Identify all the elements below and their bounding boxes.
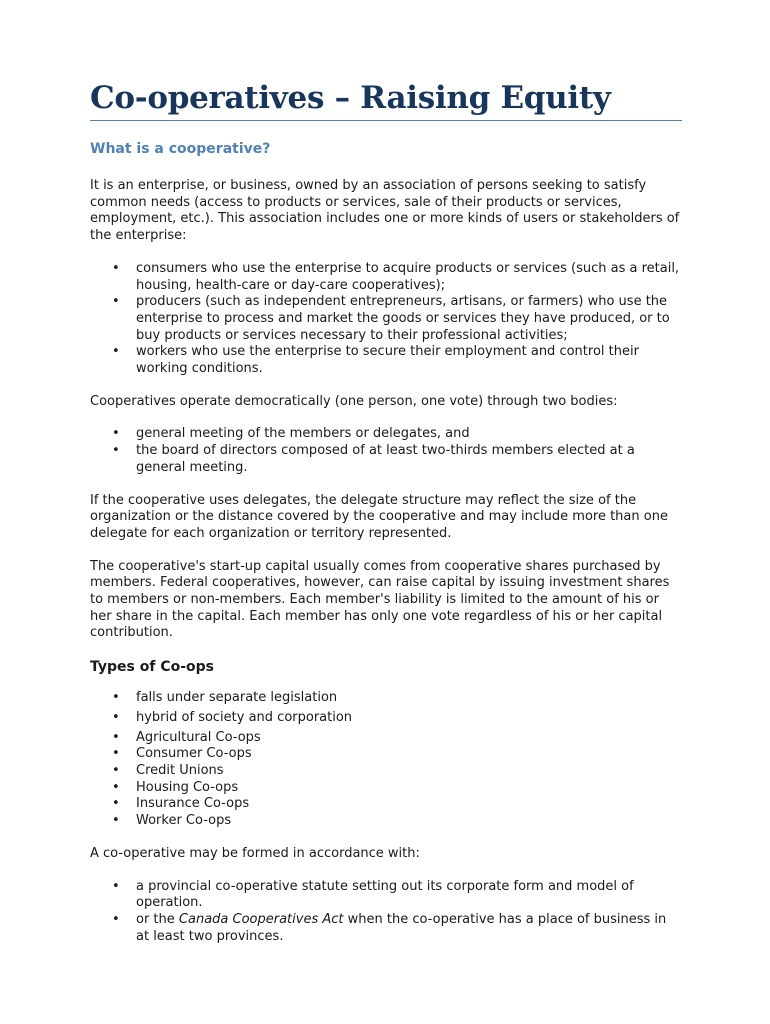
list-item-text-after: when the co-operative has a place of business in at least two provinces.: [136, 911, 667, 944]
list-item-text: Housing Co-ops: [136, 779, 239, 795]
act-name: Canada Cooperatives Act: [178, 911, 344, 927]
bullet-icon: •: [112, 729, 120, 745]
coop-types-list: [90, 730, 682, 830]
bullet-icon: •: [112, 690, 120, 706]
list-item-text: Worker Co-ops: [136, 813, 232, 829]
bullet-icon: •: [112, 746, 120, 762]
list-item-text: falls under separate legislation: [136, 690, 338, 706]
bullet-icon: •: [112, 260, 120, 276]
list-item: [90, 796, 682, 813]
list-item-text: the board of directors composed of at least two-thirds members elected at a general meeting.: [136, 443, 635, 475]
bullet-icon: •: [112, 443, 120, 459]
bullet-icon: •: [112, 813, 120, 829]
list-item-text: a provincial co-operative statute setting out its corporate form and model of operation.: [136, 878, 634, 911]
list-item-text: producers (such as independent entrepreneurs, artisans, or farmers) who use the enterprise to process and market the goods or services they have produced, or to buy products or services necessary to their professional activities;: [136, 294, 670, 343]
heading-types-of-coops: Types of Co-ops: [90, 659, 214, 676]
delegates-paragraph: If the cooperative uses delegates, the delegate structure may reflect the size of the organization or the distance covered by the cooperative and may include more than one delegate for each organization or territory represented.: [90, 492, 668, 541]
list-item: [90, 344, 682, 377]
list-item: [90, 780, 682, 797]
list-item: [90, 690, 682, 707]
list-item: [90, 426, 682, 443]
democracy-paragraph: Cooperatives operate democratically (one person, one vote) through two bodies:: [90, 393, 618, 409]
bullet-icon: •: [112, 762, 120, 778]
list-item-text: workers who use the enterprise to secure their employment and control their working conditions.: [136, 344, 639, 377]
formation-paragraph: A co-operative may be formed in accordance with:: [90, 845, 420, 861]
stakeholders-list: [90, 261, 682, 378]
bullet-icon: •: [112, 426, 120, 442]
list-item-text: Credit Unions: [136, 762, 224, 778]
list-item: [90, 813, 682, 830]
bullet-icon: •: [112, 878, 120, 894]
list-item-text: Consumer Co-ops: [136, 746, 252, 762]
title-underline: [90, 120, 682, 121]
bullet-icon: •: [112, 344, 120, 360]
list-item-text: hybrid of society and corporation: [136, 709, 353, 725]
list-item-text: consumers who use the enterprise to acquire products or services (such as a retail, housing, health-care or day-care cooperatives);: [136, 260, 680, 293]
list-item: [90, 730, 682, 747]
bullet-icon: •: [112, 709, 120, 725]
capital-paragraph: The cooperative's start-up capital usually comes from cooperative shares purchased by members. Federal cooperatives, however, can raise capital by issuing investment shares to members or non-members. Each member's liability is limited to the amount of his or her share in the capital. Each member has only one vote regardless of his or her capital contribution.: [90, 558, 670, 641]
bullet-icon: •: [112, 779, 120, 795]
list-item-text-before: or the: [136, 911, 179, 927]
document-title: Co-operatives – Raising Equity: [90, 80, 611, 116]
list-item-text: Agricultural Co-ops: [136, 729, 261, 745]
list-item: [90, 294, 682, 344]
list-item-text: Insurance Co-ops: [136, 796, 250, 812]
list-item: [90, 879, 682, 912]
list-item: [90, 261, 682, 294]
list-item-text: general meeting of the members or delegates, and: [136, 426, 470, 442]
list-item: [90, 912, 682, 945]
bullet-icon: •: [112, 911, 120, 927]
list-item: [90, 746, 682, 763]
document-page: [90, 80, 682, 961]
bodies-list: [90, 426, 682, 476]
list-item: [90, 763, 682, 780]
list-item: [90, 443, 682, 476]
list-item: [90, 710, 682, 727]
intro-paragraph: It is an enterprise, or business, owned by an association of persons seeking to satisfy common needs (access to products or services, sale of their products or services, employment, etc.). This association includes one or more kinds of users or stakeholders of the enterprise:: [90, 178, 680, 244]
heading-what-is-cooperative: What is a cooperative?: [90, 141, 271, 157]
bullet-icon: •: [112, 294, 120, 310]
coop-notes-list: [90, 690, 682, 726]
formation-list: [90, 879, 682, 946]
bullet-icon: •: [112, 796, 120, 812]
